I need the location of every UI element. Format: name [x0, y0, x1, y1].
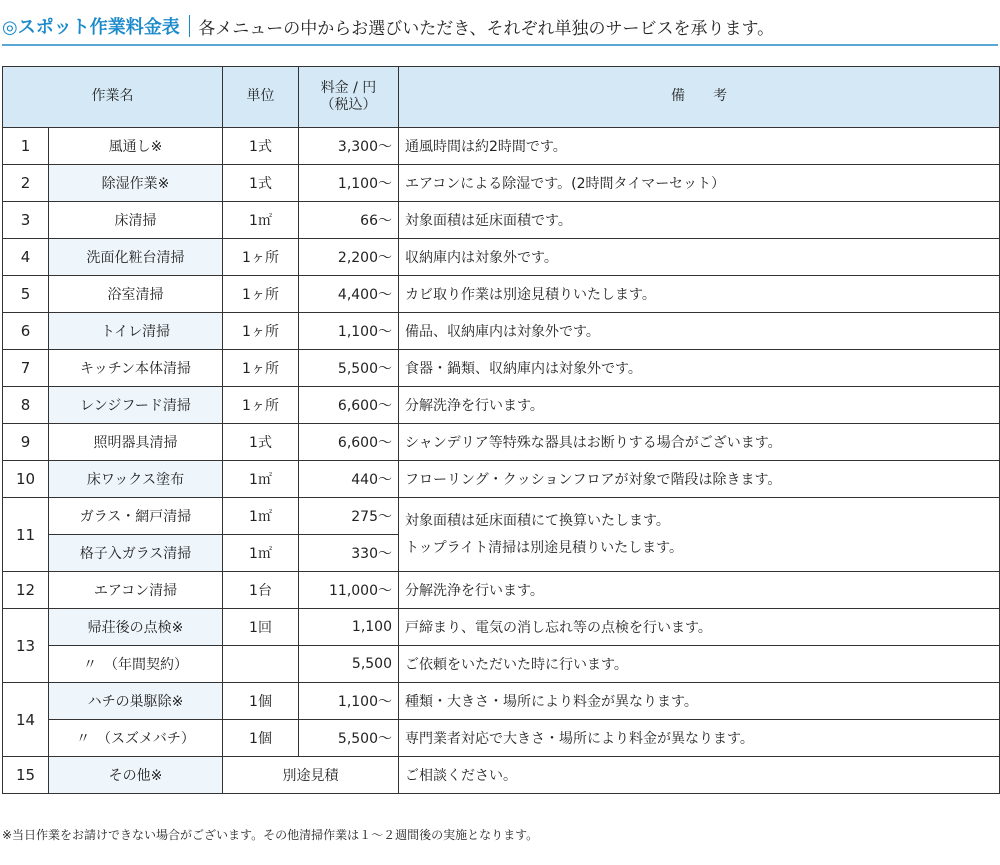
table-row [3, 239, 1000, 276]
service-name: トイレ清掃 [49, 313, 223, 350]
service-note-line2: トップライト清掃は別途見積りいたします。 [405, 539, 684, 556]
service-unit: 1㎡ [223, 202, 299, 239]
service-name: 除湿作業※ [49, 165, 223, 202]
row-number: 5 [3, 276, 49, 313]
column-header-price [299, 67, 399, 128]
service-price: 440〜 [299, 461, 399, 498]
service-note: カビ取り作業は別途見積りいたします。 [399, 276, 1000, 313]
table-row [3, 424, 1000, 461]
service-unit: 1式 [223, 424, 299, 461]
service-note: フローリング・クッションフロアが対象で階段は除きます。 [399, 461, 1000, 498]
row-number: 11 [3, 498, 49, 572]
service-unit: 1ヶ所 [223, 387, 299, 424]
row-number: 1 [3, 128, 49, 165]
service-name: 照明器具清掃 [49, 424, 223, 461]
row-number: 7 [3, 350, 49, 387]
column-header-note: 備 考 [399, 67, 1000, 128]
service-unit: 1ヶ所 [223, 350, 299, 387]
page-description: 各メニューの中からお選びいただき、それぞれ単独のサービスを承ります。 [198, 18, 775, 39]
service-unit: 1㎡ [223, 535, 299, 572]
service-unit: 1ヶ所 [223, 239, 299, 276]
table-row [3, 498, 1000, 535]
row-number: 3 [3, 202, 49, 239]
price-table [2, 66, 1000, 794]
service-unit: 1台 [223, 572, 299, 609]
table-row [3, 646, 1000, 683]
service-price: 66〜 [299, 202, 399, 239]
service-name: その他※ [49, 757, 223, 794]
service-price: 6,600〜 [299, 424, 399, 461]
service-price: 1,100〜 [299, 165, 399, 202]
table-row [3, 276, 1000, 313]
service-note: 種類・大きさ・場所により料金が異なります。 [399, 683, 1000, 720]
service-unit: 1㎡ [223, 461, 299, 498]
service-note: ご相談ください。 [399, 757, 1000, 794]
row-number: 4 [3, 239, 49, 276]
page-header [2, 8, 998, 46]
table-row [3, 461, 1000, 498]
service-unit: 1回 [223, 609, 299, 646]
row-number: 12 [3, 572, 49, 609]
page-title: ◎スポット作業料金表 [2, 17, 180, 38]
service-price: 1,100 [299, 609, 399, 646]
service-note: エアコンによる除湿です。(2時間タイマーセット） [399, 165, 1000, 202]
service-unit [223, 646, 299, 683]
service-unit: 1㎡ [223, 498, 299, 535]
service-name: 浴室清掃 [49, 276, 223, 313]
column-header-name: 作業名 [3, 67, 223, 128]
service-name: エアコン清掃 [49, 572, 223, 609]
service-note: 対象面積は延床面積です。 [399, 202, 1000, 239]
table-row [3, 313, 1000, 350]
service-unit: 1個 [223, 683, 299, 720]
service-unit: 1式 [223, 128, 299, 165]
row-number: 2 [3, 165, 49, 202]
table-row [3, 165, 1000, 202]
table-row [3, 128, 1000, 165]
table-row [3, 572, 1000, 609]
footnote: ※当日作業をお請けできない場合がございます。その他清掃作業は１〜２週間後の実施となります。 [2, 828, 539, 842]
table-row [3, 202, 1000, 239]
service-name: キッチン本体清掃 [49, 350, 223, 387]
row-number: 6 [3, 313, 49, 350]
service-price: 1,100〜 [299, 313, 399, 350]
service-name: 床清掃 [49, 202, 223, 239]
service-note: 通風時間は約2時間です。 [399, 128, 1000, 165]
service-price: 1,100〜 [299, 683, 399, 720]
table-row [3, 720, 1000, 757]
service-price: 4,400〜 [299, 276, 399, 313]
service-unit: 1ヶ所 [223, 313, 299, 350]
service-name: 床ワックス塗布 [49, 461, 223, 498]
service-price: 275〜 [299, 498, 399, 535]
service-note: ご依頼をいただいた時に行います。 [399, 646, 1000, 683]
service-note: 食器・鍋類、収納庫内は対象外です。 [399, 350, 1000, 387]
row-number: 15 [3, 757, 49, 794]
service-price: 330〜 [299, 535, 399, 572]
service-note-line1: 対象面積は延床面積にて換算いたします。 [405, 512, 670, 529]
service-note: 分解洗浄を行います。 [399, 387, 1000, 424]
service-name: ガラス・網戸清掃 [49, 498, 223, 535]
service-name: レンジフード清掃 [49, 387, 223, 424]
column-header-price-line1: 料金 / 円 [320, 79, 377, 96]
table-row [3, 683, 1000, 720]
service-price: 3,300〜 [299, 128, 399, 165]
row-number: 8 [3, 387, 49, 424]
service-name: 洗面化粧台清掃 [49, 239, 223, 276]
column-header-price-line2: （税込） [320, 97, 377, 113]
service-price: 6,600〜 [299, 387, 399, 424]
table-header-row [3, 67, 1000, 128]
column-header-unit: 単位 [223, 67, 299, 128]
service-name: 〃 （スズメバチ） [49, 720, 223, 757]
row-number: 14 [3, 683, 49, 757]
service-name: ハチの巣駆除※ [49, 683, 223, 720]
table-row [3, 609, 1000, 646]
service-note: 分解洗浄を行います。 [399, 572, 1000, 609]
service-note: 収納庫内は対象外です。 [399, 239, 1000, 276]
title-divider [189, 15, 191, 37]
service-name: 帰荘後の点検※ [49, 609, 223, 646]
service-price: 5,500〜 [299, 350, 399, 387]
service-name: 格子入ガラス清掃 [49, 535, 223, 572]
service-unit: 1ヶ所 [223, 276, 299, 313]
service-name: 〃 （年間契約） [49, 646, 223, 683]
service-unit: 1式 [223, 165, 299, 202]
table-row [3, 387, 1000, 424]
service-note: 戸締まり、電気の消し忘れ等の点検を行います。 [399, 609, 1000, 646]
table-row [3, 350, 1000, 387]
service-note: 備品、収納庫内は対象外です。 [399, 313, 1000, 350]
service-name: 風通し※ [49, 128, 223, 165]
service-price: 5,500〜 [299, 720, 399, 757]
service-price: 11,000〜 [299, 572, 399, 609]
table-row [3, 757, 1000, 794]
service-note: シャンデリア等特殊な器具はお断りする場合がございます。 [399, 424, 1000, 461]
row-number: 10 [3, 461, 49, 498]
service-price: 5,500 [299, 646, 399, 683]
service-unit: 1個 [223, 720, 299, 757]
row-number: 13 [3, 609, 49, 683]
row-number: 9 [3, 424, 49, 461]
service-unit-price: 別途見積 [223, 757, 399, 794]
service-price: 2,200〜 [299, 239, 399, 276]
service-note: 専門業者対応で大きさ・場所により料金が異なります。 [399, 720, 1000, 757]
service-note [399, 498, 1000, 572]
